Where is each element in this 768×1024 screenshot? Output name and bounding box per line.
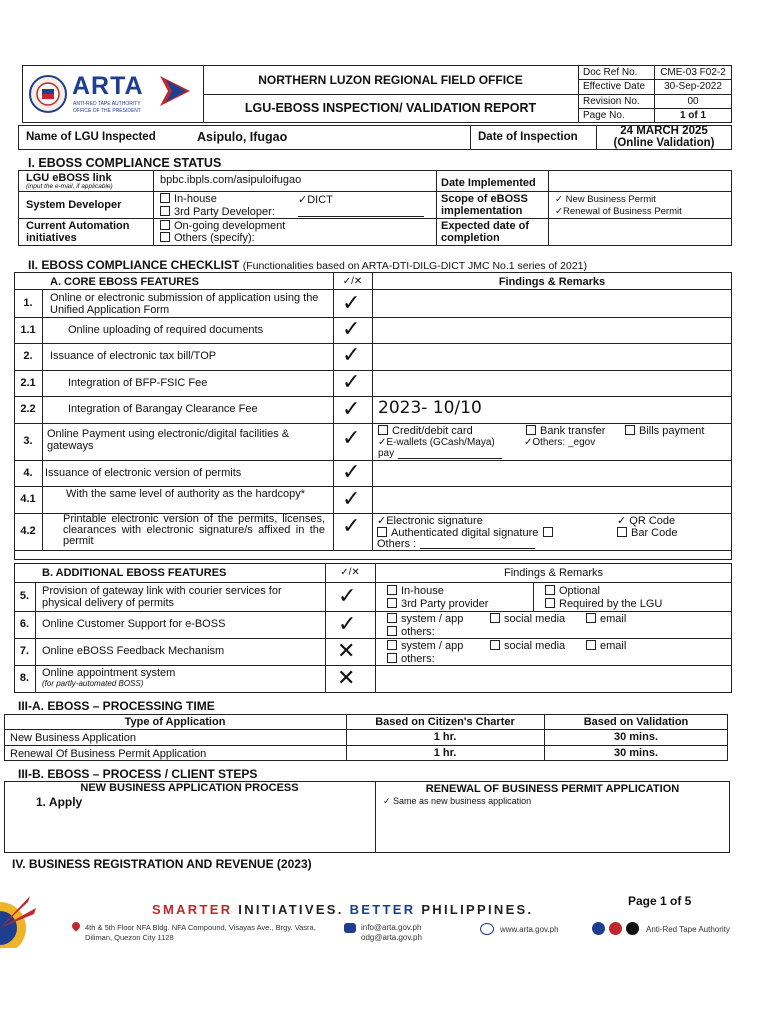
check-mark: ✓ bbox=[342, 317, 361, 342]
automation-label: Current Automation initiatives bbox=[26, 220, 130, 244]
section1-title: I. EBOSS COMPLIANCE STATUS bbox=[28, 156, 222, 170]
row-num: 2.1 bbox=[20, 377, 36, 389]
check-mark: ✓ bbox=[342, 343, 361, 368]
dev-selected: ✓DICT bbox=[298, 194, 333, 206]
revision-label: Revision No. bbox=[583, 96, 640, 107]
row-text: With the same level of authority as the hardcopy* bbox=[66, 488, 306, 500]
sig-authenticated-option[interactable]: Authenticated digital signature bbox=[377, 527, 557, 539]
row-num: 1.1 bbox=[20, 324, 36, 336]
section3a-title: III-A. EBOSS – PROCESSING TIME bbox=[18, 699, 215, 713]
check-mark: ✓ bbox=[338, 612, 357, 637]
additional-header: B. ADDITIONAL EBOSS FEATURES bbox=[42, 567, 227, 579]
scope-label: Scope of eBOSS implementation bbox=[441, 193, 528, 217]
pay-ewallet: ✓E-wallets (GCash/Maya) bbox=[378, 437, 495, 448]
r6-email-option[interactable]: email bbox=[586, 613, 626, 625]
row-type: Renewal Of Business Permit Application bbox=[10, 748, 207, 760]
link-label: LGU eBOSS link bbox=[26, 172, 112, 184]
core-findings-col: Findings & Remarks bbox=[498, 276, 606, 288]
system-developer-label: System Developer bbox=[26, 199, 122, 211]
new-step: 1. Apply bbox=[36, 795, 83, 809]
row-num: 2. bbox=[23, 350, 33, 362]
footer-address: 4th & 5th Floor NFA Bldg. NFA Compound, Visayas Ave., Brgy. Vasra, Diliman, Quezon City 1128 bbox=[85, 923, 316, 942]
row-num: 6. bbox=[19, 618, 30, 630]
row-text: Online Customer Support for e-BOSS bbox=[42, 618, 226, 630]
col-new-process: NEW BUSINESS APPLICATION PROCESS bbox=[80, 782, 299, 794]
code-bar-option[interactable]: Bar Code bbox=[617, 527, 677, 539]
row-num: 5. bbox=[19, 590, 30, 602]
row-text: Integration of Barangay Clearance Fee bbox=[68, 403, 258, 415]
link-value: bpbc.ibpls.com/asipuloifugao bbox=[160, 174, 302, 186]
dev-third-party-option[interactable]: 3rd Party Developer: bbox=[160, 206, 275, 218]
sig-others: Others : bbox=[377, 538, 417, 550]
row-charter: 1 hr. bbox=[433, 747, 457, 759]
email-icon bbox=[344, 923, 356, 933]
check-mark: ✓ bbox=[342, 487, 361, 512]
footer-sun-icon bbox=[0, 888, 40, 948]
inspection-date-value: 24 MARCH 2025 bbox=[620, 125, 708, 137]
pay-others-cont: pay bbox=[378, 448, 395, 459]
col-validation: Based on Validation bbox=[583, 716, 689, 728]
row-text: Integration of BFP-FSIC Fee bbox=[68, 377, 208, 389]
core-header: A. CORE EBOSS FEATURES bbox=[50, 276, 199, 288]
row-charter: 1 hr. bbox=[433, 731, 457, 743]
footer-social: Anti-Red Tape Authority bbox=[646, 925, 730, 934]
lgu-name-value: Asipulo, Ifugao bbox=[197, 130, 288, 144]
r5-required-option[interactable]: Required by the LGU bbox=[545, 598, 662, 610]
page-value: 1 of 1 bbox=[679, 110, 707, 121]
logo-sub2: OFFICE OF THE PRESIDENT bbox=[73, 108, 141, 114]
sig-electronic: ✓Electronic signature bbox=[377, 515, 483, 527]
additional-check-col: ✓/✕ bbox=[340, 567, 360, 578]
check-mark: ✓ bbox=[342, 426, 361, 451]
doc-ref-label: Doc Ref No. bbox=[583, 67, 638, 78]
r5-optional-option[interactable]: Optional bbox=[545, 585, 600, 597]
row-text: Online appointment system bbox=[42, 667, 176, 679]
pay-bills-option[interactable]: Bills payment bbox=[625, 425, 704, 437]
r7-system-option[interactable]: system / app bbox=[387, 640, 463, 652]
report-title: LGU-EBOSS INSPECTION/ VALIDATION REPORT bbox=[244, 101, 537, 115]
logo-text: ARTA bbox=[72, 72, 144, 100]
col-charter: Based on Citizen's Charter bbox=[375, 716, 515, 728]
r6-social-option[interactable]: social media bbox=[490, 613, 565, 625]
effective-value: 30-Sep-2022 bbox=[664, 81, 722, 92]
scope-new: ✓ New Business Permit bbox=[555, 194, 656, 205]
date-implemented-label: Date Implemented bbox=[441, 177, 536, 189]
r7-social-option[interactable]: social media bbox=[490, 640, 565, 652]
check-mark: ✓ bbox=[342, 514, 361, 539]
dev-inhouse-option[interactable]: In-house bbox=[160, 193, 217, 205]
col-renewal-process: RENEWAL OF BUSINESS PERMIT APPLICATION bbox=[425, 783, 680, 795]
row-text: Printable electronic version of the permits, licenses, clearances with electronic signature/s affixed in the permit bbox=[63, 513, 325, 547]
page-label: Page No. bbox=[583, 110, 625, 121]
r7-others-option[interactable]: others: bbox=[387, 653, 435, 665]
row-num: 8. bbox=[19, 672, 30, 684]
core-check-col: ✓/✕ bbox=[342, 276, 363, 287]
check-mark: ✓ bbox=[342, 291, 361, 316]
row-text: Provision of gateway link with courier services for physical delivery of permits bbox=[42, 585, 282, 609]
row-num: 4.1 bbox=[20, 493, 36, 505]
check-mark: ✓ bbox=[338, 584, 357, 609]
x-mark: ✕ bbox=[337, 666, 356, 691]
r6-system-option[interactable]: system / app bbox=[387, 613, 463, 625]
logo-sub1: ANTI-RED TAPE AUTHORITY bbox=[73, 101, 141, 107]
arrow-icon bbox=[158, 74, 192, 108]
pay-bank-option[interactable]: Bank transfer bbox=[526, 425, 605, 437]
row-num: 4.2 bbox=[20, 525, 36, 537]
row-note: (for partly-automated BOSS) bbox=[42, 679, 144, 688]
check-mark: ✓ bbox=[342, 370, 361, 395]
footer-page: Page 1 of 5 bbox=[628, 894, 692, 908]
lgu-name-label: Name of LGU Inspected bbox=[26, 131, 156, 143]
footer-website[interactable]: www.arta.gov.ph bbox=[500, 925, 559, 934]
footer-email1[interactable]: info@arta.gov.ph bbox=[361, 923, 422, 932]
auto-ongoing-option[interactable]: On-going development bbox=[160, 220, 285, 232]
seal-icon bbox=[28, 74, 68, 114]
row-num: 7. bbox=[19, 645, 30, 657]
auto-others-option[interactable]: Others (specify): bbox=[160, 232, 255, 244]
section4-title: IV. BUSINESS REGISTRATION AND REVENUE (2023) bbox=[12, 857, 312, 871]
row-validation: 30 mins. bbox=[613, 747, 659, 759]
check-mark: ✓ bbox=[342, 397, 361, 422]
footer-email2[interactable]: odg@arta.gov.ph bbox=[361, 933, 422, 942]
globe-icon bbox=[480, 923, 494, 935]
pay-credit-option[interactable]: Credit/debit card bbox=[378, 425, 473, 437]
row-validation: 30 mins. bbox=[613, 731, 659, 743]
location-icon bbox=[70, 920, 81, 931]
check-mark: ✓ bbox=[342, 460, 361, 485]
row-num: 3. bbox=[23, 435, 33, 447]
section2-title: II. EBOSS COMPLIANCE CHECKLIST (Functionalities based on ARTA-DTI-DILG-DICT JMC No.1 series of 2021) bbox=[28, 258, 587, 272]
r5-third-party-option[interactable]: 3rd Party provider bbox=[387, 598, 488, 610]
row-num: 2.2 bbox=[20, 403, 36, 415]
expected-label: Expected date of completion bbox=[441, 220, 530, 244]
inspection-date-label: Date of Inspection bbox=[478, 131, 578, 143]
row-text: Issuance of electronic version of permits bbox=[45, 467, 242, 479]
office-name: NORTHERN LUZON REGIONAL FIELD OFFICE bbox=[258, 73, 523, 87]
facebook-icon[interactable] bbox=[592, 922, 605, 935]
code-qr: ✓ QR Code bbox=[617, 515, 676, 527]
additional-findings-col: Findings & Remarks bbox=[503, 567, 604, 579]
footer-slogan: SMARTER INITIATIVES. BETTER PHILIPPINES. bbox=[152, 902, 534, 917]
scope-renewal: ✓Renewal of Business Permit bbox=[555, 206, 682, 217]
row-num: 1. bbox=[23, 297, 33, 309]
r7-email-option[interactable]: email bbox=[586, 640, 626, 652]
row-text: Online uploading of required documents bbox=[68, 324, 264, 336]
r6-others-option[interactable]: others: bbox=[387, 626, 435, 638]
revision-value: 00 bbox=[687, 96, 699, 107]
row-text: Online eBOSS Feedback Mechanism bbox=[42, 645, 225, 657]
section3b-title: III-B. EBOSS – PROCESS / CLIENT STEPS bbox=[18, 767, 258, 781]
row-num: 4. bbox=[23, 467, 33, 479]
doc-ref-value: CME-03 F02-2 bbox=[660, 67, 726, 78]
row-text: Online Payment using electronic/digital facilities & gateways bbox=[47, 428, 290, 452]
renewal-step: ✓ Same as new business application bbox=[383, 796, 532, 806]
r5-inhouse-option[interactable]: In-house bbox=[387, 585, 444, 597]
arta-logo bbox=[28, 70, 198, 118]
handwritten-remark: 2023- 10/10 bbox=[378, 398, 482, 418]
row-type: New Business Application bbox=[10, 732, 136, 744]
effective-label: Effective Date bbox=[583, 81, 646, 92]
instagram-icon[interactable] bbox=[609, 922, 622, 935]
link-note: (input the e-mail, if applicable) bbox=[26, 183, 113, 190]
x-mark: ✕ bbox=[337, 639, 356, 664]
pay-others: ✓Others: _egov bbox=[524, 437, 596, 448]
row-text: Online or electronic submission of application using the Unified Application Form bbox=[50, 292, 319, 316]
x-twitter-icon[interactable] bbox=[626, 922, 639, 935]
col-type: Type of Application bbox=[124, 716, 226, 728]
inspection-date-note: (Online Validation) bbox=[613, 137, 715, 149]
row-text: Issuance of electronic tax bill/TOP bbox=[50, 350, 217, 362]
